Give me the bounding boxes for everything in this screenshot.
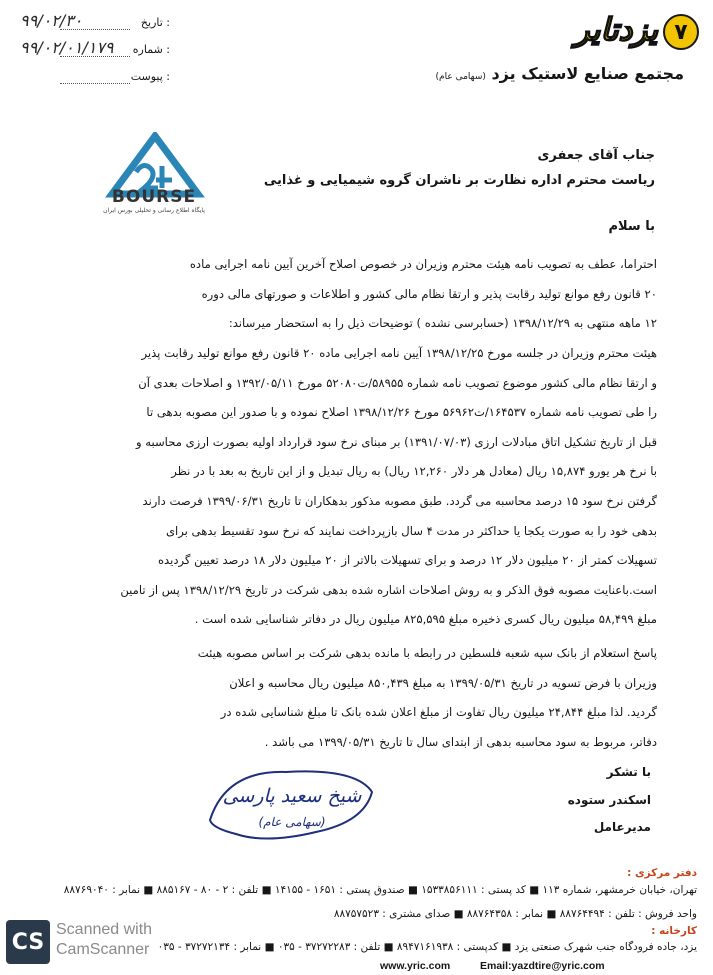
paragraph-1 (45, 250, 657, 339)
company-type: (سهامی عام) (435, 72, 486, 82)
paragraph-line: را طی تصویب نامه شماره ۱۶۴۵۳۷/ت۵۶۹۶۲ مورخ ۱۳۹۸/۱۲/۲۶ اصلاح نموده و با صدور این مصوبه بدهی تا (146, 405, 657, 420)
company-name (388, 64, 684, 83)
paragraph-line: پاسخ استعلام از بانک سپه شعبه فلسطین در رابطه با مانده بدهی شرکت بر اساس مصوبه هیئت (197, 646, 657, 660)
paragraph-line: ۲۰ قانون رفع موانع تولید رقابت پذیر و ارتقا نظام مالی کشور و اطلاعات و صورتهای مالی دوره (201, 286, 657, 301)
email-link[interactable]: Email:yazdtire@yric.com (480, 960, 605, 972)
addressee: جناب آقای جعفری (537, 148, 655, 163)
bourse-name: BOURSE (111, 187, 197, 207)
attachment-label: پیوست : (130, 70, 170, 83)
number-dots (60, 56, 130, 57)
company-seal-signature (196, 762, 382, 848)
paragraph-line: تسهیلات کمتر از ۲۰ میلیون دلار ۱۲ درصد و برای تسهیلات بالاتر از ۲۰ میلیون دلار ۱۸ درصد تعیین گردیده (157, 553, 657, 568)
camscanner-logo-icon: CS (6, 920, 50, 964)
signer-title: مدیرعامل (593, 820, 651, 834)
date-value: ۹۹/۰۲/۳۰ (20, 11, 83, 30)
paragraph-line: مبلغ ۵۸,۴۹۹ میلیون ریال کسری ذخیره مبلغ ۸۲۵,۵۹۵ میلیون ریال در دفاتر شناسایی شده است . (194, 612, 657, 627)
paragraph-line: بدهی خود را به صورت یکجا یا حداکثر در مدت ۴ سال بازپرداخت نمایند که نرخ سود تقسیط بدهی برای (165, 523, 657, 538)
company-logo-icon: ۷ (663, 14, 699, 50)
greeting: با سلام (608, 219, 655, 234)
paragraph-line: قبل از تاریخ تشکیل اتاق مبادلات ارزی (۱۳۹۱/۰۷/۰۳) بر مبنای نرخ سود قرارداد اولیه بصورت ارزی محاسبه و (135, 434, 657, 449)
paragraph-3 (45, 639, 657, 757)
date-row (20, 11, 170, 30)
brand-name: یزدتایر (574, 12, 658, 48)
paragraph-line: وزیران با فرض تسویه در تاریخ ۱۳۹۹/۰۵/۳۱ به مبلغ ۸۵۰,۴۳۹ میلیون ریال محاسبه و اعلان (229, 675, 657, 690)
signer-name: اسکندر ستوده (567, 793, 651, 807)
bourse-caption: پایگاه اطلاع رسانی و تحلیلی بورس ایران (103, 207, 205, 214)
camscanner-watermark (56, 920, 152, 960)
paragraph-line: است.باعنایت مصوبه فوق الذکر و به روش اصلاحات اشاره شده بدهی شرکت در تاریخ ۱۳۹۸/۱۲/۲۹ پس از تامین (120, 582, 657, 597)
watermark-line-1: Scanned with (56, 921, 153, 938)
date-dots (60, 29, 130, 30)
paragraph-line: ۱۲ ماهه منتهی به ۱۳۹۸/۱۲/۲۹ (حسابرسی نشده ) توضیحات ذیل را به استحضار میرساند: (228, 316, 657, 331)
number-row (20, 38, 170, 57)
signature-note: (سهامی عام) (258, 815, 326, 829)
paragraph-2 (45, 339, 657, 635)
hq-label-text: دفتر مرکزی : (627, 867, 697, 879)
paragraph-line: گردید. لذا مبلغ ۲۴,۸۴۴ میلیون ریال تفاوت از مبلغ اعلان شده بانک تا مبلغ شناسایی شده در (220, 705, 657, 720)
watermark-line-2: CamScanner (56, 941, 150, 958)
attachment-row (20, 70, 170, 84)
company-name-text: مجتمع صنایع لاستیک یزد (491, 64, 684, 83)
hq-line-2: واحد فروش : تلفن : ۸۸۷۶۴۴۹۴ ■ نمابر : ۸۸۷۶۴۳۵۸ ■ صدای مشتری : ۸۸۷۵۷۵۲۳ (333, 908, 697, 920)
paragraph-line: دفاتر، مربوط به سود محاسبه بدهی از ابتدای سال تا تاریخ ۱۳۹۹/۰۵/۳۱ می باشد . (264, 734, 657, 749)
attachment-dots (60, 83, 130, 84)
hq-label (7, 867, 697, 879)
paragraph-line: احتراما، عطف به تصویب نامه هیئت محترم وزیران در خصوص اصلاح آخرین آیین نامه اجرایی ماده (189, 257, 657, 271)
signature-text: شیخ سعید پارسی (222, 785, 362, 807)
number-label: شماره : (132, 43, 170, 56)
number-value: ۹۹/۰۲/۰۱/۱۷۹ (20, 38, 114, 57)
closing: با تشکر (606, 765, 651, 779)
hq-line-1: تهران، خیابان خرمشهر، شماره ۱۱۳ ■ کد پستی : ۱۵۳۳۸۵۶۱۱۱ ■ صندوق پستی : ۱۶۵۱ - ۱۴۱۵۵ ■ تلفن : ۲ - ۸۰ - ۸۸۵۱۶۷ ■ نمابر : ۸۸۷۶۹۰۴۰ (63, 884, 697, 896)
date-label: تاریخ : (140, 16, 170, 29)
factory-label-text: کارخانه : (651, 925, 697, 937)
website-link[interactable]: www.yric.com (380, 960, 451, 972)
paragraph-line: و ارتقا نظام مالی کشور موضوع تصویب نامه شماره ۵۸۹۵۵/ت۵۲۰۸۰ مورخ ۱۳۹۲/۰۵/۱۱ و اصلاحات بعدی آن (138, 375, 657, 390)
paragraph-line: گرفتن نرخ سود ۱۵ درصد محاسبه می گردد. طبق مصوبه مذکور بدهکاران تا تاریخ ۱۳۹۹/۰۶/۳۱ فرصت دارند (142, 493, 657, 508)
addressee-title: ریاست محترم اداره نظارت بر ناشران گروه شیمیایی و غذایی (263, 173, 655, 188)
factory-line: یزد، جاده فرودگاه جنب شهرک صنعتی یزد ■ کدپستی : ۸۹۴۷۱۶۱۹۳۸ ■ تلفن : ۳۷۲۷۲۲۸۳ - ۰۳۵ ■ نمابر : ۳۷۲۷۲۱۳۴ - ۰۳۵ (157, 941, 697, 953)
paragraph-line: هیئت محترم وزیران در جلسه مورخ ۱۳۹۸/۱۲/۲۵ آیین نامه اجرایی ماده ۲۰ قانون رفع موانع تولید رقابت پذیر (141, 346, 657, 360)
paragraph-line: با نرخ هر یورو ۱۵,۸۷۴ ریال (معادل هر دلار ۱۲,۲۶۰ ریال) به ریال تبدیل و از این تاریخ به بعد با در نظر (171, 464, 657, 479)
